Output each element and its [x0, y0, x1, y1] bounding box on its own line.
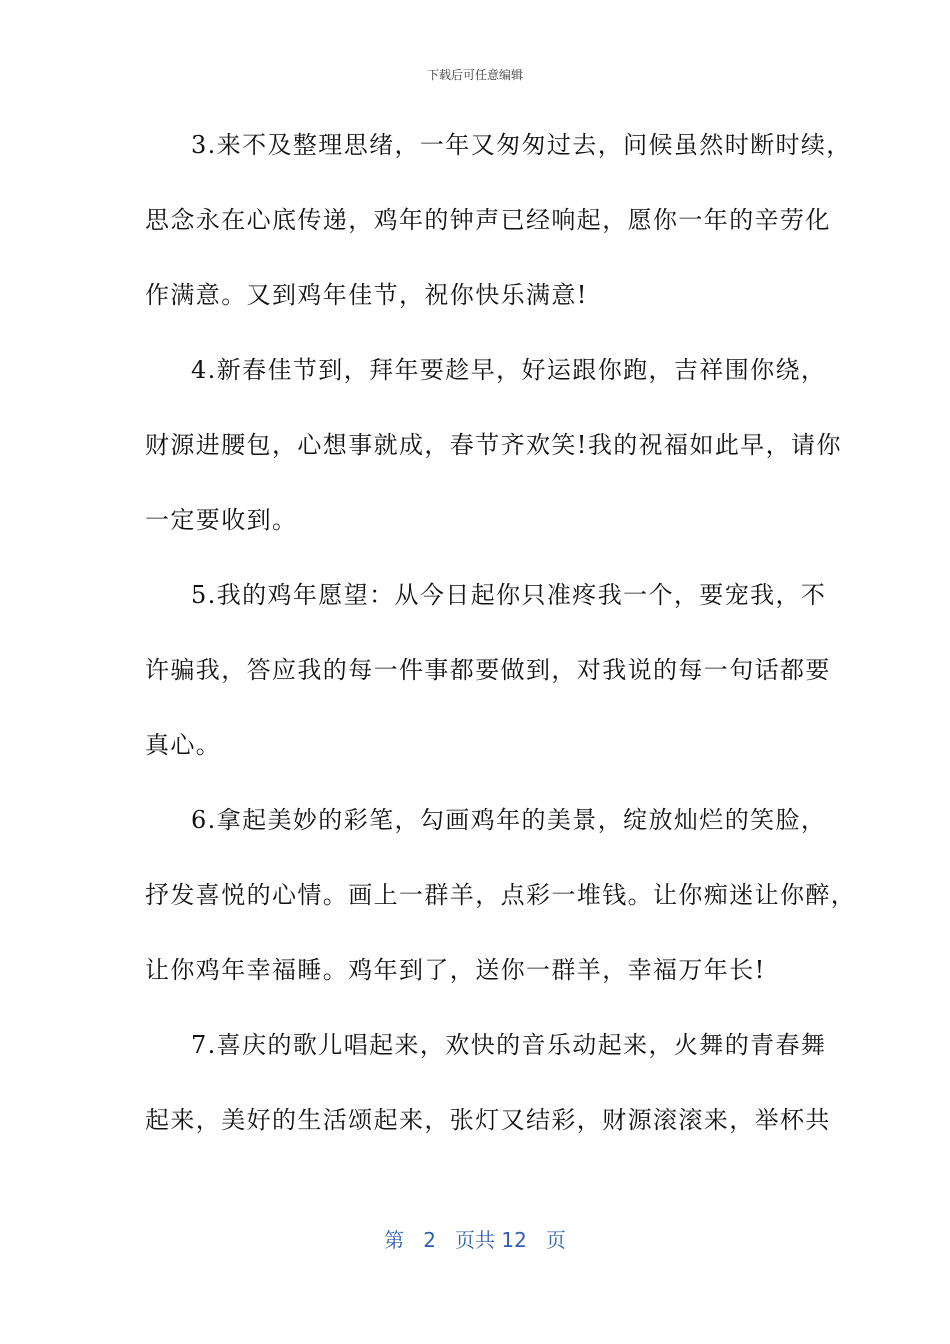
page-header-note: 下载后可任意编辑 — [426, 68, 523, 82]
footer-total-pages: 12 — [501, 1228, 527, 1252]
paragraph-5-line-2: 许骗我，答应我的每一件事都要做到，对我说的每一句话都要 — [145, 656, 831, 684]
paragraph-6-line-2: 抒发喜悦的心情。画上一群羊，点彩一堆钱。让你痴迷让你醉， — [145, 881, 857, 909]
paragraph-5-line-1: 5.我的鸡年愿望：从今日起你只准疼我一个，要宠我，不 — [191, 581, 827, 609]
paragraph-5-line-3: 真心。 — [145, 731, 222, 759]
page-number-footer — [0, 1224, 950, 1253]
paragraph-3-line-1: 3.来不及整理思绪，一年又匆匆过去，问候虽然时断时续， — [191, 131, 852, 159]
paragraph-4-line-3: 一定要收到。 — [145, 506, 298, 534]
document-body — [145, 108, 857, 1158]
paragraph-6-line-1: 6.拿起美妙的彩笔，勾画鸡年的美景，绽放灿烂的笑脸， — [191, 806, 827, 834]
footer-current-page: 2 — [423, 1228, 436, 1252]
paragraph-3-line-2: 思念永在心底传递，鸡年的钟声已经响起，愿你一年的辛劳化 — [145, 206, 831, 234]
footer-middle: 页共 — [455, 1228, 495, 1252]
paragraph-4-line-1: 4.新春佳节到，拜年要趁早，好运跟你跑，吉祥围你绕， — [191, 356, 827, 384]
footer-suffix: 页 — [545, 1228, 566, 1252]
paragraph-4-line-2: 财源进腰包，心想事就成，春节齐欢笑!我的祝福如此早，请你 — [145, 431, 842, 459]
paragraph-7-line-1: 7.喜庆的歌儿唱起来，欢快的音乐动起来，火舞的青春舞 — [191, 1031, 827, 1059]
paragraph-6-line-3: 让你鸡年幸福睡。鸡年到了，送你一群羊，幸福万年长! — [145, 956, 766, 984]
paragraph-7-line-2: 起来，美好的生活颂起来，张灯又结彩，财源滚滚来，举杯共 — [145, 1106, 831, 1134]
footer-prefix: 第 — [384, 1228, 405, 1252]
paragraph-3-line-3: 作满意。又到鸡年佳节，祝你快乐满意! — [145, 281, 588, 309]
